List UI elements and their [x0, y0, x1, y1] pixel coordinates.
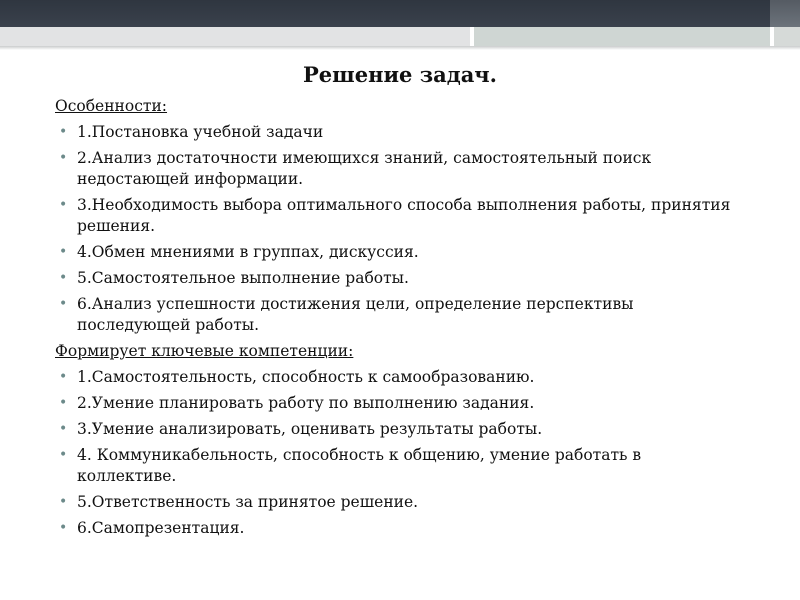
bullet-icon: •: [59, 296, 68, 312]
list-item-text: 3.Необходимость выбора оптимального способа выполнения работы, принятия решения.: [77, 196, 731, 235]
list-item: [55, 367, 745, 388]
bullet-icon: •: [59, 395, 68, 411]
slide-body: [55, 96, 745, 544]
header-stripe-left: [0, 27, 470, 46]
list-item-text: 4. Коммуникабельность, способность к общению, умение работать в коллективе.: [77, 446, 642, 485]
list-item: [55, 518, 745, 539]
bullet-icon: •: [59, 244, 68, 260]
list-item-text: 4.Обмен мнениями в группах, дискуссия.: [77, 243, 419, 261]
stripe-divider: [470, 27, 472, 46]
list-item: [55, 492, 745, 513]
list-item-text: 5.Самостоятельное выполнение работы.: [77, 269, 409, 287]
list-item: [55, 242, 745, 263]
bullet-icon: •: [59, 124, 68, 140]
list-item: [55, 393, 745, 414]
bullet-icon: •: [59, 494, 68, 510]
header-stripe-right: [774, 27, 800, 46]
list-item: [55, 419, 745, 440]
list-item-text: 5.Ответственность за принятое решение.: [77, 493, 419, 511]
list-item: [55, 195, 745, 237]
list-item: [55, 294, 745, 336]
list-item: [55, 122, 745, 143]
bullet-icon: •: [59, 369, 68, 385]
list-item: [55, 445, 745, 487]
list-item-text: 2.Умение планировать работу по выполнению задания.: [77, 394, 535, 412]
section-heading-features: Особенности:: [55, 97, 168, 115]
top-bar-corner: [770, 0, 800, 27]
list-item-text: 1.Постановка учебной задачи: [77, 123, 324, 141]
bullet-icon: •: [59, 447, 68, 463]
features-list: [55, 122, 745, 336]
list-item: [55, 268, 745, 289]
list-item-text: 2.Анализ достаточности имеющихся знаний, самостоятельный поиск недостающей информации.: [77, 149, 652, 188]
section-heading-competencies: Формирует ключевые компетенции:: [55, 342, 354, 360]
header-shadow: [0, 46, 800, 50]
top-bar: [0, 0, 800, 27]
list-item-text: 6.Анализ успешности достижения цели, определение перспективы последующей работы.: [77, 295, 634, 334]
list-item-text: 6.Самопрезентация.: [77, 519, 245, 537]
stripe-divider: [770, 27, 772, 46]
competencies-list: [55, 367, 745, 539]
slide-title: Решение задач.: [303, 62, 497, 87]
list-item-text: 1.Самостоятельность, способность к самообразованию.: [77, 368, 535, 386]
bullet-icon: •: [59, 421, 68, 437]
bullet-icon: •: [59, 150, 68, 166]
list-item: [55, 148, 745, 190]
header-stripe-middle: [474, 27, 770, 46]
bullet-icon: •: [59, 270, 68, 286]
bullet-icon: •: [59, 197, 68, 213]
list-item-text: 3.Умение анализировать, оценивать результаты работы.: [77, 420, 543, 438]
bullet-icon: •: [59, 520, 68, 536]
